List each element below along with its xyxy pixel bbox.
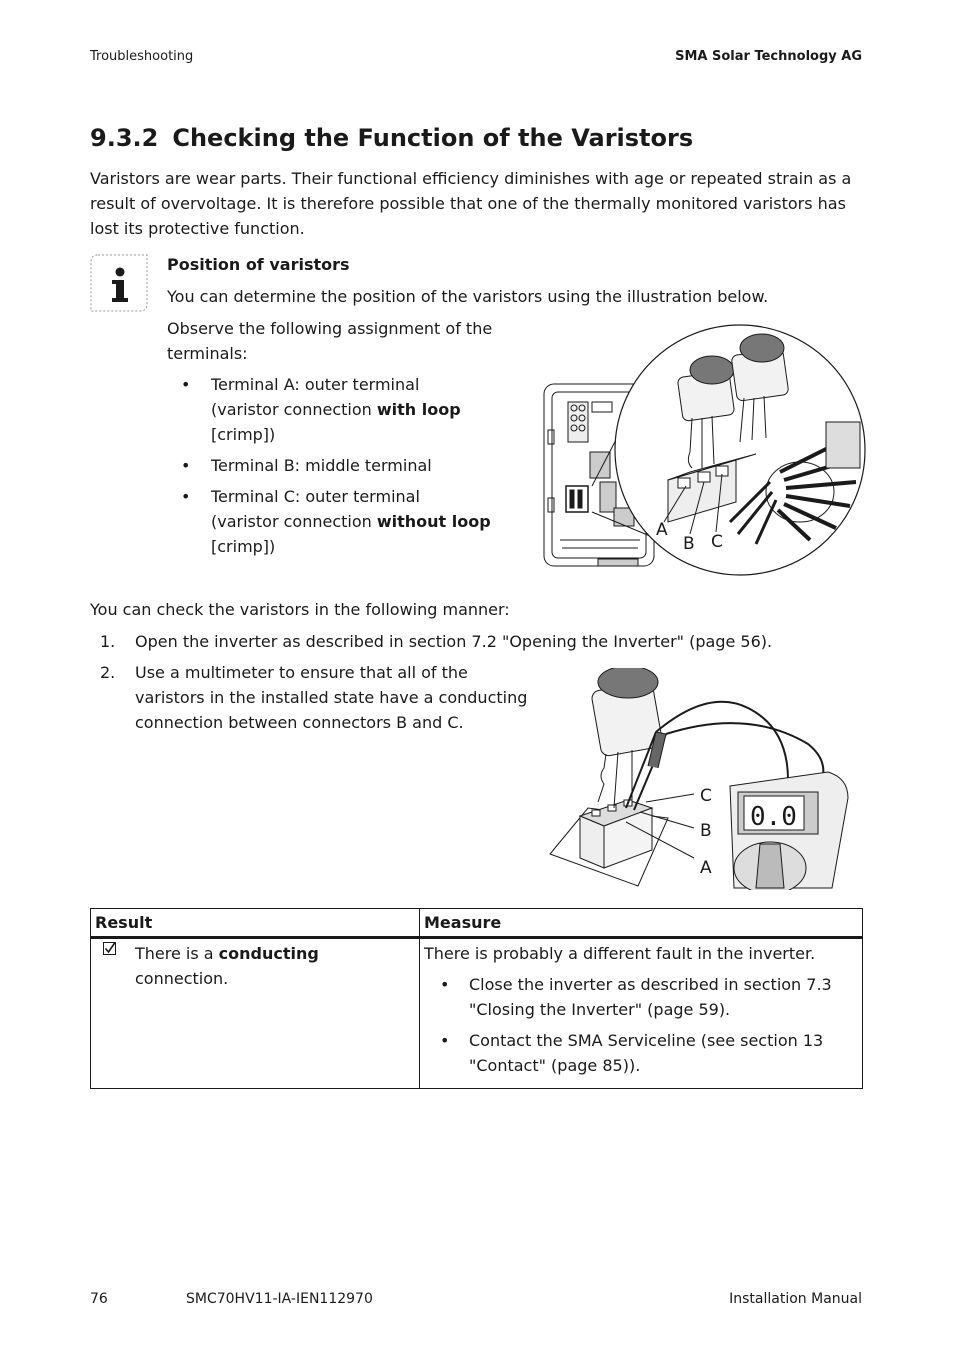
intro-paragraph: Varistors are wear parts. Their functional efficiency diminishes with age or repeated strain as a result of overvoltage. It is therefore possible that one of the thermally monitored varistors has lost its protective function. — [90, 169, 852, 238]
terminal-a-desc: (varistor connection — [211, 400, 377, 419]
varistor-position-illustration — [540, 322, 870, 580]
step-number: 2. — [100, 663, 116, 682]
result-text: There is a — [135, 944, 219, 963]
terminal-a-item — [181, 372, 521, 447]
terminal-a-label: Terminal A: outer terminal — [211, 375, 420, 394]
step-text: Use a multimeter to ensure that all of the varistors in the installed state have a conducting connection between connectors B and C. — [135, 663, 528, 732]
column-header-result: Result — [91, 909, 420, 938]
note-title: Position of varistors — [167, 255, 350, 274]
result-measure-table — [90, 908, 863, 1089]
check-intro: You can check the varistors in the following manner: — [90, 600, 510, 619]
fig1-label-c: C — [711, 532, 723, 552]
header-section: Troubleshooting — [90, 49, 194, 64]
fig2-label-a: A — [700, 858, 712, 878]
result-text-end: connection. — [135, 969, 229, 988]
result-cell — [91, 938, 420, 1089]
document-id: SMC70HV11-IA-IEN112970 — [186, 1291, 373, 1307]
multimeter-display: 0.0 — [750, 802, 797, 832]
multimeter-measurement-illustration — [548, 668, 854, 890]
step-number: 1. — [100, 632, 116, 651]
measure-list — [424, 972, 858, 1078]
fig1-label-b: B — [683, 534, 695, 554]
step-item — [90, 629, 870, 654]
list-item: • Close the inverter as described in section 7.3 "Closing the Inverter" (page 59). — [424, 972, 858, 1022]
terminal-c-desc: (varistor connection — [211, 512, 377, 531]
section-number: 9.3.2 — [90, 124, 159, 152]
terminal-c-bold: without loop — [376, 512, 491, 531]
fig1-label-a: A — [656, 520, 668, 540]
page-number: 76 — [90, 1291, 108, 1307]
result-bold: conducting — [218, 944, 319, 963]
measure-intro: There is probably a different fault in the inverter. — [424, 944, 816, 963]
section-heading — [90, 124, 693, 152]
terminal-c-label: Terminal C: outer terminal — [211, 487, 420, 506]
section-title: Checking the Function of the Varistors — [172, 124, 694, 152]
terminal-c-item — [181, 484, 521, 559]
terminal-a-bold: with loop — [376, 400, 461, 419]
note-text: You can determine the position of the varistors using the illustration below. — [167, 287, 769, 306]
terminal-b-item — [181, 453, 521, 478]
terminal-c-crimp: [crimp]) — [211, 537, 276, 556]
list-item: • Contact the SMA Serviceline (see section 13 "Contact" (page 85)). — [424, 1028, 858, 1078]
fig2-label-b: B — [700, 821, 712, 841]
step-text: Open the inverter as described in section 7.2 "Opening the Inverter" (page 56). — [135, 632, 773, 651]
terminal-list — [181, 372, 521, 565]
table-header-row — [91, 909, 863, 938]
measure-cell — [420, 938, 863, 1089]
terminal-assignment-intro: Observe the following assignment of the terminals: — [167, 319, 493, 363]
info-icon — [90, 254, 148, 312]
column-header-measure: Measure — [420, 909, 863, 938]
header-company: SMA Solar Technology AG — [675, 49, 862, 64]
fig2-label-c: C — [700, 786, 712, 806]
checkbox-checked-icon — [103, 942, 116, 955]
document-type: Installation Manual — [729, 1291, 862, 1307]
table-row — [91, 938, 863, 1089]
step-item — [90, 660, 535, 735]
terminal-a-crimp: [crimp]) — [211, 425, 276, 444]
terminal-b-label: Terminal B: middle terminal — [211, 456, 432, 475]
